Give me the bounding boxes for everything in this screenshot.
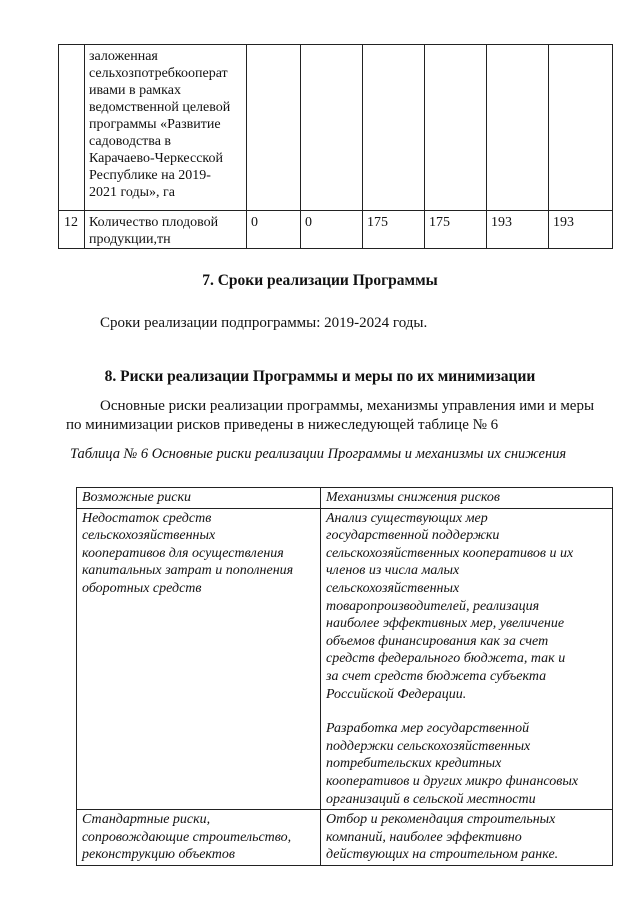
table-caption: Таблица № 6 Основные риски реализации Программы и механизмы их снижения [70,446,567,462]
table-cell [549,45,613,211]
risks-table [76,487,613,866]
mechanism-text: Разработка мер государственной поддержки сельскохозяйственных потребительских кредитных кооперативов и других микро финансовых организаций в сельской местности [326,721,579,807]
table-cell [301,45,363,211]
risk-cell: Стандартные риски, сопровождающие строительство, реконструкцию объектов [77,810,321,866]
table-cell [487,45,549,211]
table-cell [363,45,425,211]
table-row [77,810,613,866]
header-mechanisms: Механизмы снижения рисков [321,488,613,509]
risk-cell: Недостаток средств сельскохозяйственных кооперативов для осуществления капитальных затрат и пополнения оборотных средств [77,508,321,810]
value-cell: 175 [363,211,425,249]
section-7-text: Сроки реализации подпрограммы: 2019-2024 годы. [100,315,428,331]
header-risks: Возможные риски [77,488,321,509]
indicator-label: заложенная сельхозпотребкооперат ивами в рамках ведомственной целевой программы «Развитие садоводства в Карачаево-Черкесской Республике на 2019- 2021 годы», га [85,45,247,211]
table-row [59,45,613,211]
value-cell: 0 [247,211,301,249]
table-cell [247,45,301,211]
row-number: 12 [59,211,85,249]
table-row [59,211,613,249]
value-cell: 175 [425,211,487,249]
mechanism-text: Анализ существующих мер государственной поддержки сельскохозяйственных кооперативов и их членов из числа малых сельскохозяйственных товаропроизводителей, реализация наиболее эффективных мер, увеличение объемов финансирования как за счет средств федерального бюджета, так и за счет средств бюджета субъекта Российской Федерации. [326,510,574,702]
section-7-heading: 7. Сроки реализации Программы [202,272,438,289]
spacer [326,703,608,720]
table-cell [425,45,487,211]
section-8-heading: 8. Риски реализации Программы и меры по их минимизации [104,368,536,385]
value-cell: 193 [549,211,613,249]
value-cell: 0 [301,211,363,249]
table-header-row [77,488,613,509]
indicators-table [58,44,613,249]
mechanism-cell: Отбор и рекомендация строительных компаний, наиболее эффективно действующих на строительном ранке. [321,810,613,866]
table-row [77,508,613,810]
value-cell: 193 [487,211,549,249]
mechanism-cell [321,508,613,810]
indicator-label: Количество плодовой продукции,тн [85,211,247,249]
section-8-text-line1: Основные риски реализации программы, механизмы управления ими и меры [100,398,595,414]
table-cell [59,45,85,211]
section-8-text-line2: по минимизации рисков приведены в нижеследующей таблице № 6 [66,417,499,433]
